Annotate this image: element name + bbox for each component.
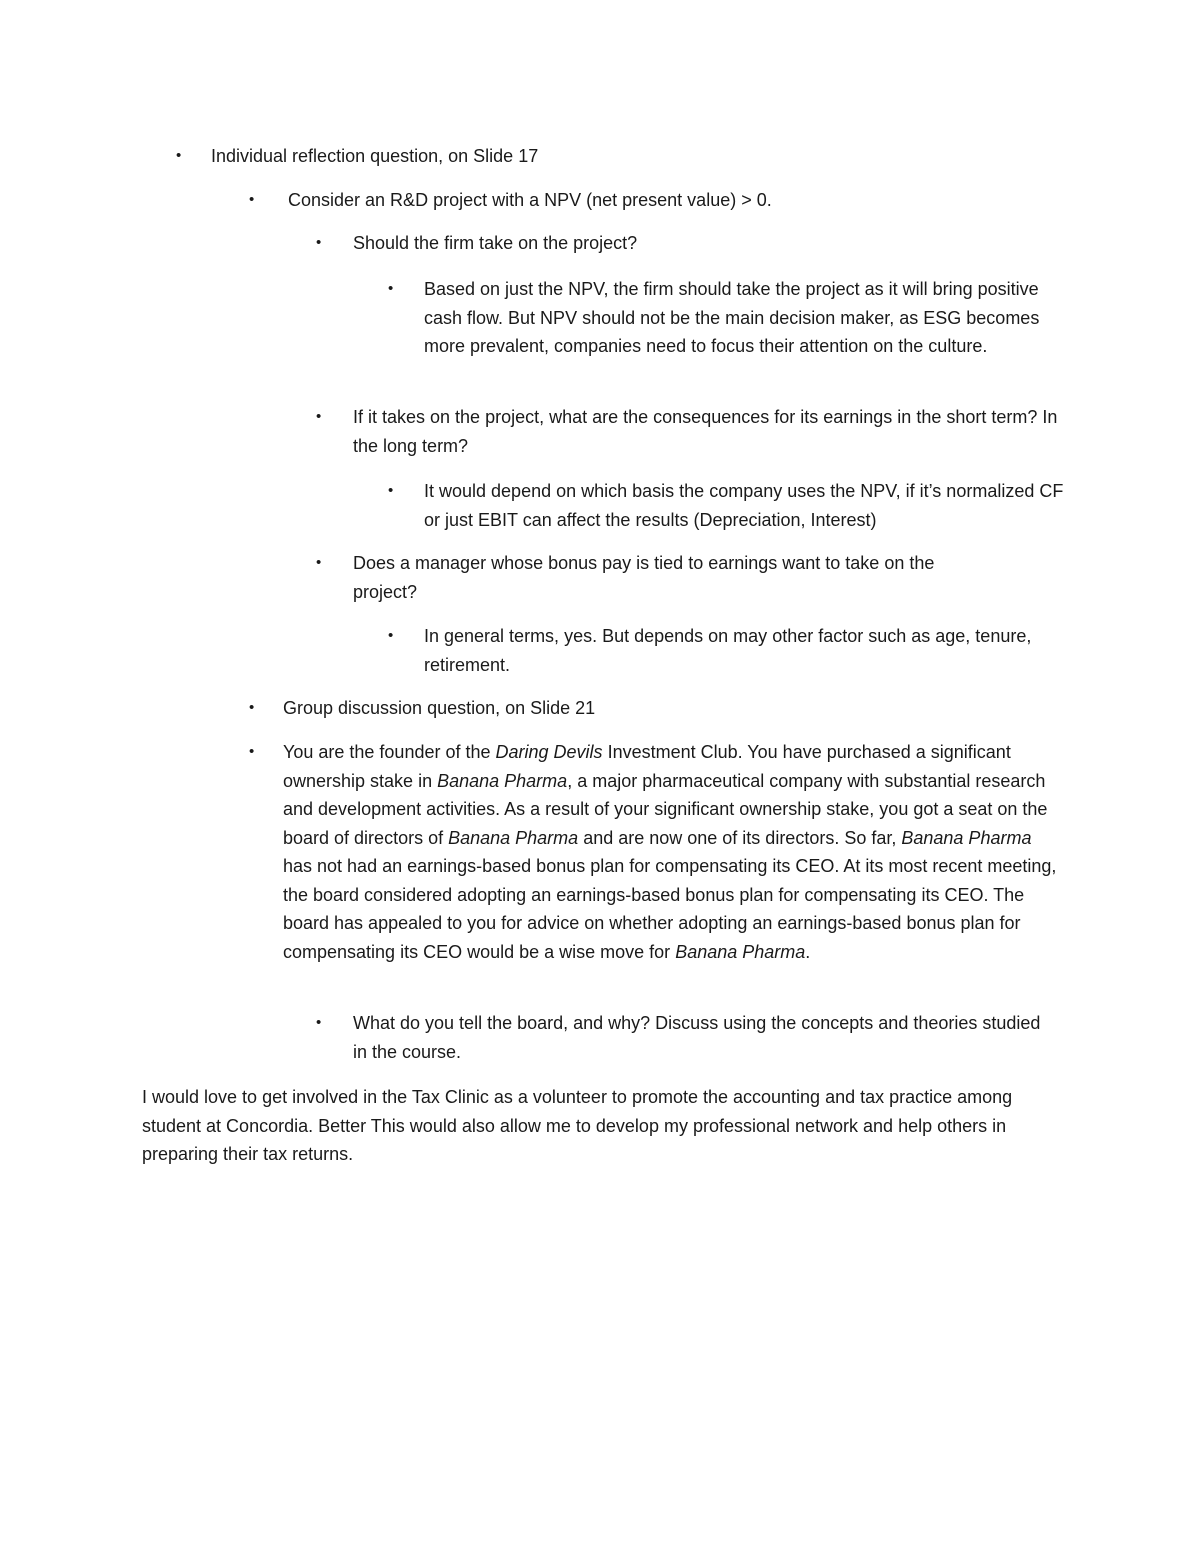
scenario-text: Investment Club. You have purchased a significant ownership stake in	[283, 742, 1011, 791]
list-item-scenario	[283, 738, 1065, 966]
list-item-answer-general-terms: In general terms, yes. But depends on may other factor such as age, tenure, retirement.	[424, 626, 1032, 675]
bullet-icon: •	[388, 627, 394, 644]
list-item-should-firm-take: Should the firm take on the project?	[353, 233, 638, 253]
bullet-icon: •	[388, 482, 394, 499]
list-item-consider-project: Consider an R&D project with a NPV (net present value) > 0.	[288, 190, 772, 210]
list-item-group-discussion: Group discussion question, on Slide 21	[283, 698, 596, 718]
bullet-icon: •	[316, 234, 322, 251]
company-name: Banana Pharma	[901, 827, 1032, 848]
list-item-answer-npv: Based on just the NPV, the firm should take the project as it will bring positive cash flow. But NPV should not be the main decision maker, as ESG becomes more prevalent, companies need to focus their attention on the culture.	[424, 279, 1040, 356]
bullet-icon: •	[316, 408, 322, 425]
bullet-icon: •	[249, 191, 255, 208]
company-name: Banana Pharma	[437, 770, 568, 791]
bullet-icon: •	[176, 147, 182, 164]
bullet-icon: •	[388, 280, 394, 297]
bullet-icon: •	[316, 1014, 322, 1031]
bullet-icon: •	[249, 743, 255, 760]
scenario-text: You are the founder of the	[283, 742, 496, 762]
list-item-manager-bonus: Does a manager whose bonus pay is tied to earnings want to take on the project?	[353, 553, 935, 602]
scenario-text: , a major pharmaceutical company with substantial research and development activities. As a result of your significant ownership stake, you got a seat on the board of directors of	[283, 770, 1048, 848]
list-item-individual-reflection: Individual reflection question, on Slide 17	[211, 146, 539, 166]
list-item-answer-depend-basis: It would depend on which basis the company uses the NPV, if it’s normalized CF or just EBIT can affect the results (Depreciation, Interest)	[424, 481, 1064, 530]
scenario-text: and are now one of its directors. So far,	[578, 827, 902, 848]
bullet-icon: •	[249, 699, 255, 716]
list-item-consequences-earnings: If it takes on the project, what are the consequences for its earnings in the short term? In the long term?	[353, 407, 1058, 456]
club-name: Daring Devils	[495, 742, 603, 762]
list-item-what-tell-board: What do you tell the board, and why? Discuss using the concepts and theories studied in the course.	[353, 1013, 1041, 1062]
scenario-text: has not had an earnings-based bonus plan for compensating its CEO. At its most recent meeting, the board considered adopting an earnings-based bonus plan for compensating its CEO. The board has appealed to you for advice on whether adopting an earnings-based bonus plan for compensating its CEO would be a wise move for	[283, 856, 1057, 962]
bullet-icon: •	[316, 554, 322, 571]
closing-paragraph: I would love to get involved in the Tax Clinic as a volunteer to promote the accounting and tax practice among student at Concordia. Better This would also allow me to develop my professional network and help others in preparing their tax returns.	[142, 1087, 1013, 1164]
company-name: Banana Pharma	[448, 827, 579, 848]
scenario-text: .	[805, 941, 811, 962]
company-name: Banana Pharma	[675, 941, 806, 962]
